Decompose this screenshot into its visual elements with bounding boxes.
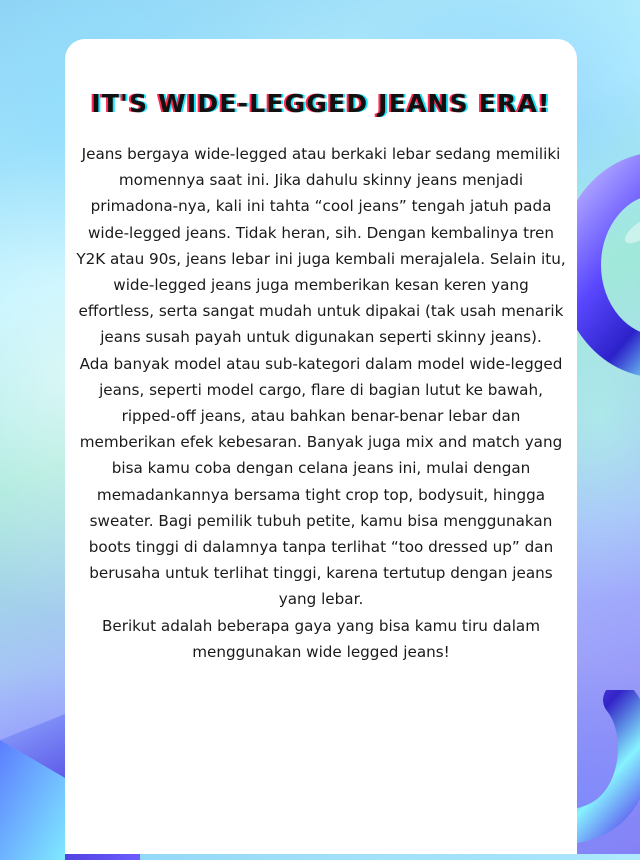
body-paragraph-closing: Berikut adalah beberapa gaya yang bisa kamu tiru dalam menggunakan wide legged jeans! (101, 616, 541, 661)
post-body (75, 141, 567, 665)
content-card (65, 39, 577, 854)
body-paragraph-models: Ada banyak model atau sub-kategori dalam model wide-legged jeans, seperti model cargo, flare di bagian lutut ke bawah, ripped-off jeans, atau bahkan benar-benar lebar dan memberikan efek kebesaran. Banyak juga mix and match yang bisa kamu coba dengan celana jeans ini, mulai dengan memadankannya bersama tight crop top, bodysuit, hingga sweater. Bagi pemilik tubuh petite, kamu bisa menggunakan boots tinggi di dalamnya tanpa terlihat “too dressed up” dan berusaha untuk terlihat tinggi, karena tertutup dengan jeans yang lebar. (79, 354, 563, 609)
post-title: IT'S WIDE-LEGGED JEANS ERA! (91, 89, 551, 118)
body-paragraph-intro: Jeans bergaya wide-legged atau berkaki lebar sedang memiliki momennya saat ini. Jika dahulu skinny jeans menjadi primadona-nya, kali ini tahta “cool jeans” tengah jatuh pada wide-legged jeans. Tidak heran, sih. Dengan kembalinya tren Y2K atau 90s, jeans lebar ini juga kembali merajalela. Selain itu, wide-legged jeans juga memberikan kesan keren yang effortless, serta sangat mudah untuk dipakai (tak usah menarik jeans susah payah untuk digunakan seperti skinny jeans). (76, 145, 566, 347)
